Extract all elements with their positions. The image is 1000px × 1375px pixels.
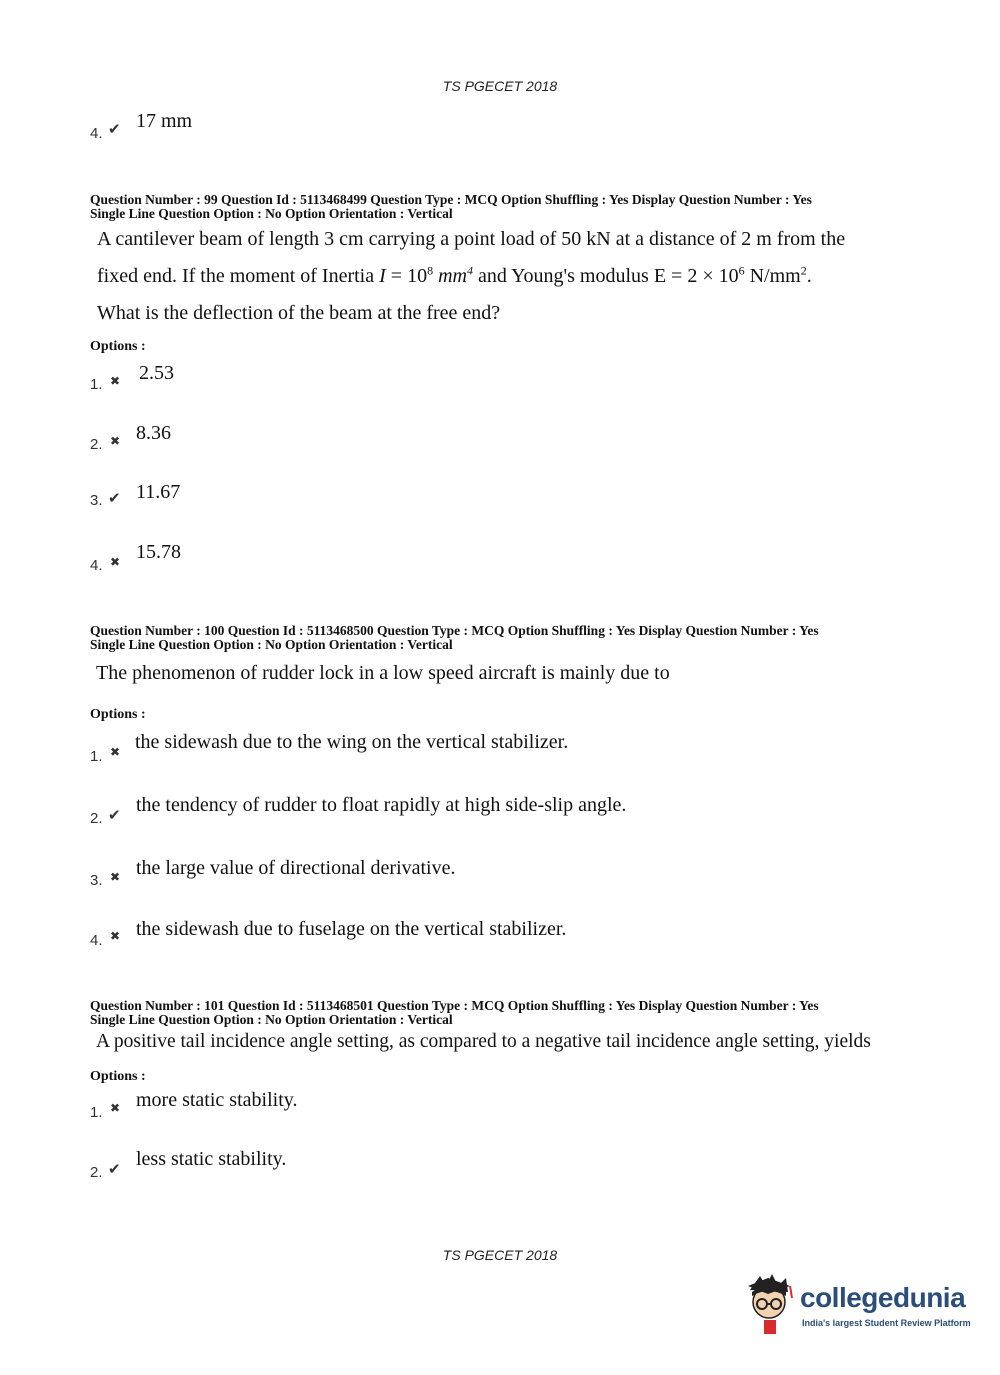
collegedunia-logo	[742, 1272, 972, 1342]
question-meta: Question Number : 101 Question Id : 5113468501 Question Type : MCQ Option Shuffling : Yes Display Question Number : Yes	[90, 998, 819, 1013]
options-label: Options :	[90, 1069, 146, 1084]
option-number: 4.	[90, 932, 103, 949]
option-number: 2.	[90, 1164, 103, 1181]
option-number: 3.	[90, 872, 103, 889]
option-text: the sidewash due to fuselage on the vertical stabilizer.	[136, 918, 567, 940]
correct-check-icon: ✔	[108, 122, 121, 138]
question-text: The phenomenon of rudder lock in a low speed aircraft is mainly due to	[96, 662, 670, 684]
wrong-cross-icon: ✖	[110, 929, 121, 943]
question-text-formula: fixed end. If the moment of Inertia $I = 10^8$ $mm^4$ and Young's modulus $E = 2 \times 10^6$ $N/mm^2$.	[97, 263, 812, 287]
option-text: the sidewash due to the wing on the vertical stabilizer.	[135, 731, 569, 753]
option-text: 8.36	[136, 422, 171, 444]
question-text: A positive tail incidence angle setting, as compared to a negative tail incidence angle setting, yields	[96, 1031, 871, 1052]
option-text: 17 mm	[136, 110, 193, 132]
page-footer: TS PGECET 2018	[442, 1247, 558, 1263]
question-text: A cantilever beam of length 3 cm carrying a point load of 50 kN at a distance of 2 m from the	[97, 228, 846, 250]
correct-check-icon: ✔	[108, 491, 121, 507]
correct-check-icon: ✔	[108, 808, 121, 824]
option-number: 2.	[90, 810, 103, 827]
option-number: 1.	[90, 376, 103, 393]
question-text: What is the deflection of the beam at the free end?	[97, 302, 501, 324]
option-text: the tendency of rudder to float rapidly at high side-slip angle.	[136, 794, 627, 816]
option-number: 2.	[90, 436, 103, 453]
wrong-cross-icon: ✖	[110, 555, 121, 569]
wrong-cross-icon: ✖	[110, 1101, 121, 1115]
question-meta: Question Number : 99 Question Id : 5113468499 Question Type : MCQ Option Shuffling : Yes Display Question Number : Yes	[90, 192, 812, 207]
option-text: 11.67	[136, 481, 181, 503]
option-number: 4.	[90, 557, 103, 574]
mascot-icon	[742, 1272, 800, 1342]
page-header: TS PGECET 2018	[442, 78, 558, 94]
option-number: 4.	[90, 125, 103, 142]
wrong-cross-icon: ✖	[110, 434, 121, 448]
option-text: 2.53	[139, 362, 174, 384]
question-meta: Single Line Question Option : No Option Orientation : Vertical	[90, 206, 453, 221]
option-text: 15.78	[136, 541, 181, 563]
question-meta: Single Line Question Option : No Option Orientation : Vertical	[90, 637, 453, 652]
logo-wordmark: collegedunia	[800, 1282, 966, 1313]
options-label: Options :	[90, 707, 146, 722]
question-meta: Question Number : 100 Question Id : 5113468500 Question Type : MCQ Option Shuffling : Yes Display Question Number : Yes	[90, 623, 819, 638]
correct-check-icon: ✔	[108, 1162, 121, 1178]
option-number: 1.	[90, 748, 103, 765]
wrong-cross-icon: ✖	[110, 870, 121, 884]
option-number: 3.	[90, 492, 103, 509]
wrong-cross-icon: ✖	[110, 374, 121, 388]
question-meta: Single Line Question Option : No Option Orientation : Vertical	[90, 1012, 453, 1027]
options-label: Options :	[90, 339, 146, 354]
wrong-cross-icon: ✖	[110, 745, 121, 759]
option-text: more static stability.	[136, 1089, 298, 1111]
option-text: less static stability.	[136, 1148, 287, 1170]
logo-tagline: India's largest Student Review Platform	[802, 1318, 971, 1328]
option-number: 1.	[90, 1104, 103, 1121]
option-text: the large value of directional derivative.	[136, 857, 456, 879]
